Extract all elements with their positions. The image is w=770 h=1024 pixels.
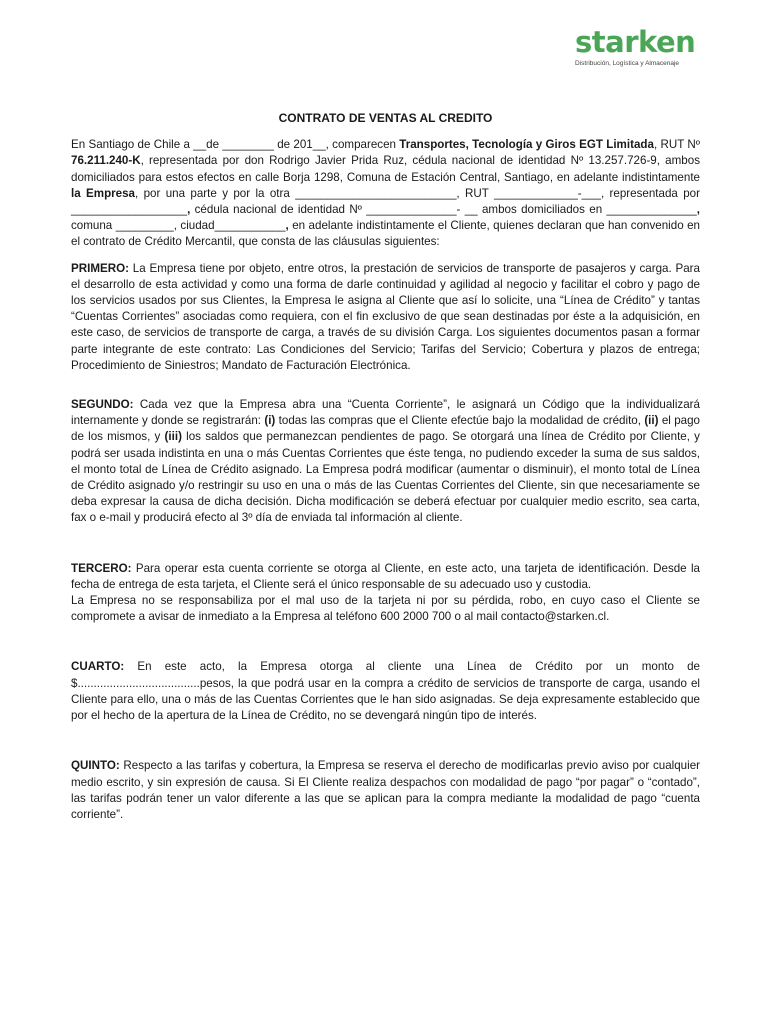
clause-tercero: [71, 561, 700, 593]
clause-segundo-label: SEGUNDO:: [71, 398, 134, 412]
intro-text-7: en adelante indistintamente el Cliente, quienes declaran que han convenido en el contrato de Crédito Mercantil, que consta de las cláusulas siguientes:: [71, 219, 700, 249]
intro-text-4: , por una parte y por la otra _________________________, RUT _____________-___, representada por __________________: [71, 186, 700, 217]
clause-cuarto: [71, 659, 700, 724]
logo-wordmark: starken: [575, 25, 696, 59]
clause-cuarto-label: CUARTO:: [71, 660, 125, 674]
clause-cuarto-text: En este acto, la Empresa otorga al cliente una Línea de Crédito por un monto de $......................................pesos, la que podrá usar en la compra a crédito de servicios de transporte de carga, usando el Cliente para ello, una o más de las Cuentas Corrientes que le han sido asignadas. Se deja expresamente establecido que por el hecho de la apertura de la Línea de Crédito, no se devengará ningún tipo de interés.: [71, 660, 700, 723]
clause-primero: [71, 261, 700, 374]
intro-text-2: , RUT Nº: [653, 138, 700, 152]
clause-tercero-text: Para operar esta cuenta corriente se otorga al Cliente, en este acto, una tarjeta de identificación. Desde la fecha de entrega de esta tarjeta, el Cliente será el único responsable de su adecuado uso y custodia.: [71, 561, 700, 591]
intro-text-6: comuna _________, ciudad___________: [71, 219, 286, 233]
item-ii: (ii): [644, 414, 659, 428]
item-i: (i): [264, 414, 276, 428]
intro-comma-2: ,: [696, 203, 700, 217]
intro-text-5: cédula nacional de identidad Nº ______________- __ ambos domiciliados en ______________: [190, 203, 697, 217]
starken-logo: [575, 26, 697, 76]
clause-segundo-text-1: Cada vez que la Empresa abra una “Cuenta Corriente”, le asignará un Código que la individualizará internamente y donde se registrarán:: [71, 398, 700, 428]
company-name: Transportes, Tecnología y Giros EGT Limitada: [399, 138, 654, 152]
document-title: CONTRATO DE VENTAS AL CREDITO: [278, 111, 493, 125]
intro-paragraph: [71, 137, 700, 250]
clause-tercero-continuation: La Empresa no se responsabiliza por el mal uso de la tarjeta ni por su pérdida, robo, en cuyo caso el Cliente se compromete a avisar de inmediato a la Empresa al teléfono 600 2000 700 o al mail contacto@starken.cl.: [71, 594, 700, 624]
clause-segundo-text-4: los saldos que permanezcan pendientes de pago. Se otorgará una línea de Crédito por Cliente, y podrá ser usada indistinta en una o más Cuentas Corrientes que éste tenga, no pudiendo exceder la suma de sus saldos, el monto total de Línea de Crédito asignado. La Empresa podrá modificar (aumentar o disminuir), el monto total de Línea de Crédito asignado y/o restringir su uso en una o más de las Cuentas Corrientes del Cliente, sin que necesariamente se deba expresar la causa de dicha decisión. Dicha modificación se deberá efectuar por cualquier medio escrito, sea carta, fax o e-mail y producirá efecto al 3º día de enviada tal información al cliente.: [71, 430, 700, 525]
clause-tercero-label: TERCERO:: [71, 561, 132, 575]
contract-document: [71, 110, 700, 823]
clause-quinto-label: QUINTO:: [71, 759, 120, 773]
intro-text-3: , representada por don Rodrigo Javier Prida Ruz, cédula nacional de identidad Nº 13.257.726-9, ambos domiciliados para estos efectos en calle Borja 1298, Comuna de Estación Central, Santiago, en adelante indistintamente: [71, 154, 700, 184]
logo-tagline: Distribución, Logística y Almacenaje: [575, 60, 680, 67]
la-empresa-term: la Empresa: [71, 186, 136, 200]
clause-segundo: [71, 397, 700, 527]
item-iii: (iii): [164, 430, 182, 444]
intro-comma-1: ,: [187, 203, 191, 217]
clause-quinto-text: Respecto a las tarifas y cobertura, la Empresa se reserva el derecho de modificarlas previo aviso por cualquier medio escrito, y sin expresión de causa. Si El Cliente realiza despachos con modalidad de pago “por pagar” o “contado”, las tarifas podrán tener un valor diferente a las que se aplican para la compra mediante la modalidad de pago “cuenta corriente”.: [71, 759, 700, 821]
company-rut: 76.211.240-K: [71, 154, 141, 168]
intro-text-1: En Santiago de Chile a __de ________ de 201__, comparecen: [71, 138, 400, 152]
clause-quinto: [71, 758, 700, 823]
clause-segundo-text-3: el pago de los mismos, y: [71, 414, 700, 444]
clause-primero-label: PRIMERO:: [71, 261, 129, 275]
clause-segundo-text-2: todas las compras que el Cliente efectúe bajo la modalidad de crédito,: [275, 414, 645, 428]
intro-comma-3: ,: [285, 219, 289, 233]
clause-primero-text: La Empresa tiene por objeto, entre otros, la prestación de servicios de transporte de pasajeros y carga. Para el desarrollo de esta actividad y como una forma de darle continuidad y agilidad al negocio y facilitar el cobro y pago de los servicios usados por sus Clientes, la Empresa le asigna al Cliente que así lo solicite, una “Línea de Crédito” y tantas “Cuentas Corrientes” asociadas como requiera, con el fin exclusivo de que sean destinadas por éste a la adquisición, en este caso, de servicios de transporte de carga, a través de su división Carga. Los siguientes documentos pasan a formar parte integrante de este contrato: Las Condiciones del Servicio; Tarifas del Servicio; Cobertura y plazos de entrega; Procedimiento de Siniestros; Mandato de Facturación Electrónica.: [71, 261, 700, 372]
